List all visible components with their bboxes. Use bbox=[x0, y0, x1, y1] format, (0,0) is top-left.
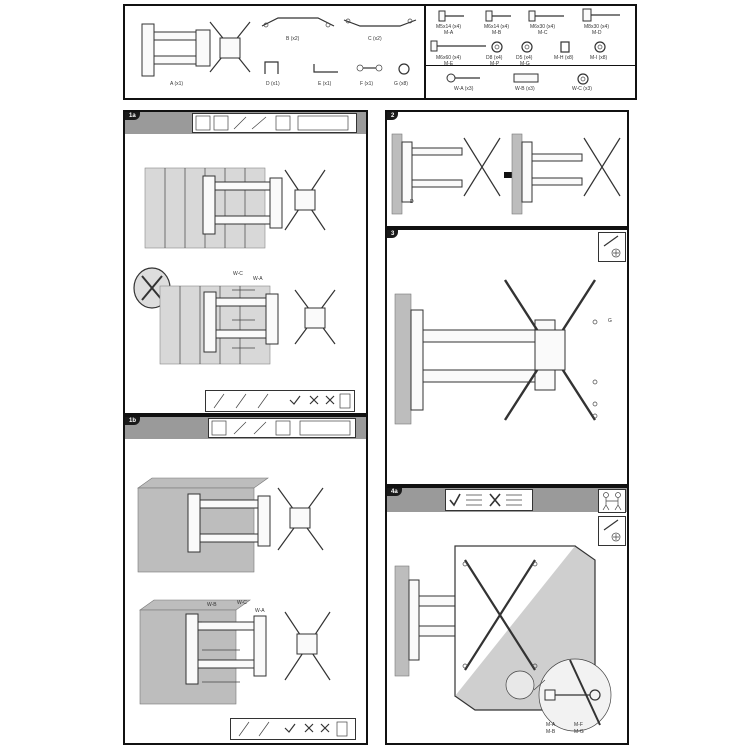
two-people-icon bbox=[600, 491, 624, 511]
callout-ma-4a: M-A bbox=[546, 722, 556, 728]
part-d-drawing bbox=[262, 58, 282, 78]
callout-wc-1b: W-C bbox=[237, 600, 247, 606]
wall-mount-drawing-1a-top bbox=[145, 160, 345, 250]
tool-icons-1a bbox=[194, 115, 354, 131]
wc-label: W-C (x3) bbox=[572, 86, 592, 92]
d5-label: D5 (x4) bbox=[516, 55, 533, 61]
callout-d-2: D bbox=[410, 199, 414, 205]
part-e-drawing bbox=[312, 62, 342, 76]
callout-mf-4a: M-F bbox=[574, 722, 583, 728]
parts-divider bbox=[424, 4, 426, 100]
part-a-label: A (x1) bbox=[170, 81, 184, 87]
screw-wa-drawing bbox=[446, 72, 482, 84]
m8x30-label: M8x30 (x4) bbox=[584, 24, 610, 30]
tv-mounting-drawing-4a bbox=[395, 540, 625, 740]
mp-label: M-P bbox=[490, 61, 500, 67]
wall-mount-drawing-1a-bottom bbox=[160, 280, 350, 365]
step-3-tag: 3 bbox=[387, 230, 398, 238]
m6x14-label: M6x14 (x4) bbox=[484, 24, 510, 30]
hardware-divider bbox=[424, 65, 637, 66]
tool-icons-1a-bottom bbox=[208, 392, 353, 410]
concrete-wall-drawing-1b-bottom bbox=[140, 600, 345, 710]
m5x14-label: M5x14 (x4) bbox=[436, 24, 462, 30]
wa-label: W-A (x3) bbox=[454, 86, 474, 92]
m6x60-label: M6x60 (x4) bbox=[436, 55, 462, 61]
step-4a-tag: 4a bbox=[387, 488, 402, 496]
washer-d8-drawing bbox=[490, 40, 504, 54]
md-label: M-D bbox=[592, 30, 602, 36]
part-c-drawing bbox=[340, 14, 420, 34]
step-2-tag: 2 bbox=[387, 112, 398, 120]
tool-icons-1b-bottom bbox=[233, 720, 353, 738]
callout-wa-1b: W-A bbox=[255, 608, 265, 614]
washer-mi-drawing bbox=[593, 40, 607, 54]
part-b-label: B (x2) bbox=[286, 36, 300, 42]
callout-g-3: G bbox=[608, 318, 612, 324]
step-1a-tag: 1a bbox=[125, 112, 140, 120]
mh-label: M-H (x8) bbox=[554, 55, 574, 61]
d8-label: D8 (x4) bbox=[486, 55, 503, 61]
mb-label: M-B bbox=[492, 30, 502, 36]
screw-m8x30-drawing bbox=[582, 8, 622, 22]
step-1b-tag: 1b bbox=[125, 417, 140, 425]
washer-d5-drawing bbox=[520, 40, 534, 54]
washer-wc-drawing bbox=[576, 72, 590, 86]
callout-wc-1a: W-C bbox=[233, 271, 243, 277]
concrete-wall-drawing-1b-top bbox=[138, 478, 343, 578]
screw-m6x14-drawing bbox=[485, 10, 515, 22]
part-f-drawing bbox=[355, 60, 385, 76]
callout-wa-1a: W-A bbox=[253, 276, 263, 282]
anchor-wb-drawing bbox=[512, 72, 542, 84]
m6x30-label: M6x30 (x4) bbox=[530, 24, 556, 30]
check-icon bbox=[448, 491, 488, 509]
mg-label: M-G bbox=[520, 61, 530, 67]
spacer-mh-drawing bbox=[558, 40, 572, 54]
mc-label: M-C bbox=[538, 30, 548, 36]
part-e-label: E (x1) bbox=[318, 81, 332, 87]
cross-mark-icon bbox=[488, 491, 528, 509]
wb-label: W-B (x3) bbox=[515, 86, 535, 92]
callout-mg-4a: M-G bbox=[574, 729, 584, 735]
tool-icons-1b bbox=[210, 420, 354, 436]
part-c-label: C (x2) bbox=[368, 36, 382, 42]
arm-assembly-drawing-2 bbox=[392, 128, 627, 223]
screw-m6x60-drawing bbox=[430, 40, 490, 52]
ma-label: M-A bbox=[444, 30, 454, 36]
screwdriver-icon bbox=[600, 234, 624, 260]
callout-wb-1b: W-B bbox=[207, 602, 217, 608]
part-a-drawing bbox=[140, 18, 260, 83]
part-g-drawing bbox=[396, 62, 412, 76]
tv-bracket-drawing-3 bbox=[395, 270, 620, 440]
mi-label: M-I (x8) bbox=[590, 55, 608, 61]
screw-m6x30-drawing bbox=[528, 10, 568, 22]
part-g-label: G (x8) bbox=[394, 81, 408, 87]
step-1a-panel bbox=[123, 110, 368, 415]
part-f-label: F (x1) bbox=[360, 81, 374, 87]
part-b-drawing bbox=[258, 14, 338, 34]
callout-mb-4a: M-B bbox=[546, 729, 556, 735]
part-d-label: D (x1) bbox=[266, 81, 280, 87]
screw-m5x14-drawing bbox=[438, 10, 468, 22]
me-label: M-E bbox=[444, 61, 454, 67]
